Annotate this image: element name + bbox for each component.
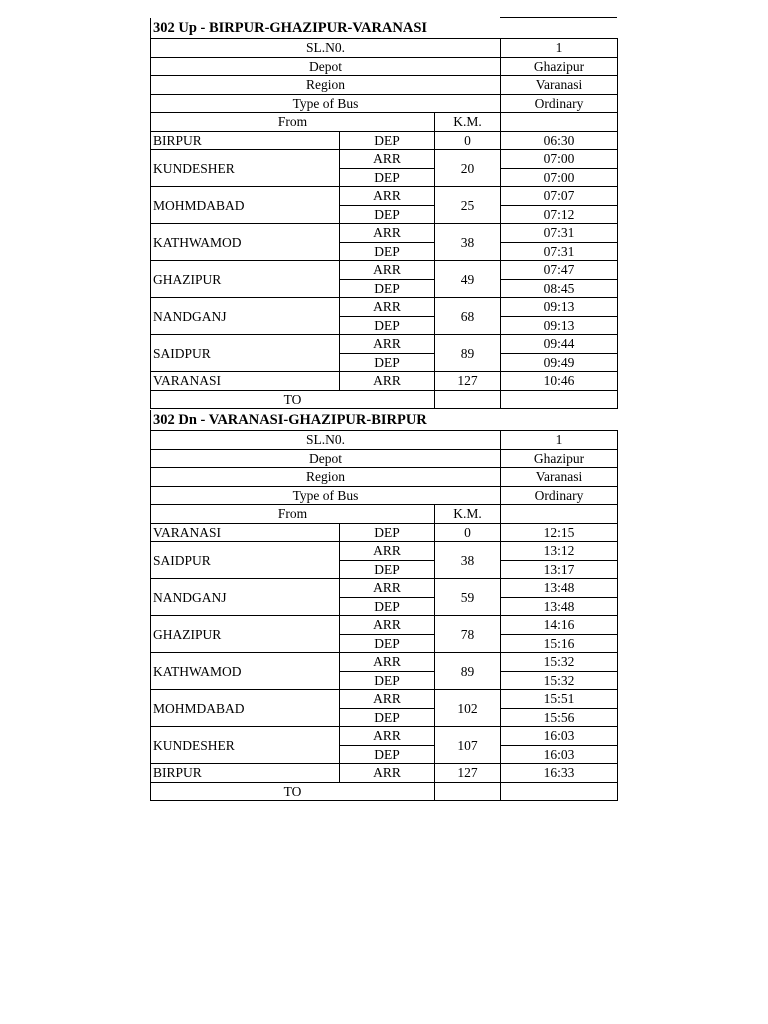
dep-time: 09:13	[501, 316, 618, 335]
meta-label: Depot	[151, 449, 501, 468]
station-name: MOHMDABAD	[151, 187, 340, 224]
dep-time: 15:56	[501, 708, 618, 727]
empty-cell	[435, 782, 501, 801]
arr-label: ARR	[340, 727, 435, 746]
arr-label: ARR	[340, 579, 435, 598]
stop-row	[151, 616, 618, 635]
meta-row	[151, 94, 618, 113]
station-name: KATHWAMOD	[151, 653, 340, 690]
meta-label: Region	[151, 76, 501, 95]
station-name: GHAZIPUR	[151, 616, 340, 653]
stop-rows	[151, 523, 618, 801]
arr-label: ARR	[340, 150, 435, 169]
arr-time: 09:13	[501, 298, 618, 317]
time-value: 16:33	[501, 764, 618, 783]
stop-rows	[151, 131, 618, 409]
dep-label: DEP	[340, 745, 435, 764]
km-value: 107	[435, 727, 501, 764]
km-value: 68	[435, 298, 501, 335]
arr-time: 13:48	[501, 579, 618, 598]
dep-label: DEP	[340, 205, 435, 224]
dep-label: DEP	[340, 353, 435, 372]
meta-label: SL.N0.	[151, 431, 501, 450]
dep-label: DEP	[340, 131, 435, 150]
km-value: 38	[435, 542, 501, 579]
meta-row	[151, 449, 618, 468]
dep-time: 09:49	[501, 353, 618, 372]
meta-value: Ordinary	[501, 94, 618, 113]
km-value: 127	[435, 764, 501, 783]
stop-row	[151, 224, 618, 243]
stop-row	[151, 372, 618, 391]
stop-row	[151, 523, 618, 542]
dep-time: 13:48	[501, 597, 618, 616]
time-value: 06:30	[501, 131, 618, 150]
dep-label: DEP	[340, 242, 435, 261]
meta-row	[151, 486, 618, 505]
meta-value: Varanasi	[501, 76, 618, 95]
arr-time: 15:51	[501, 690, 618, 709]
arr-time: 13:12	[501, 542, 618, 561]
arr-time: 09:44	[501, 335, 618, 354]
meta-value: Varanasi	[501, 468, 618, 487]
station-name: KATHWAMOD	[151, 224, 340, 261]
arr-time: 15:32	[501, 653, 618, 672]
dep-label: DEP	[340, 316, 435, 335]
meta-row	[151, 431, 618, 450]
meta-label: Region	[151, 468, 501, 487]
timetable-up	[150, 18, 617, 409]
arr-time: 07:47	[501, 261, 618, 280]
meta-row	[151, 468, 618, 487]
meta-value: 1	[501, 431, 618, 450]
meta-row	[151, 57, 618, 76]
stop-row	[151, 298, 618, 317]
arr-label: ARR	[340, 616, 435, 635]
to-row	[151, 782, 618, 801]
arr-label: ARR	[340, 653, 435, 672]
meta-label: Type of Bus	[151, 486, 501, 505]
arr-label: ARR	[340, 542, 435, 561]
dep-time: 07:00	[501, 168, 618, 187]
station-name: KUNDESHER	[151, 150, 340, 187]
dep-time: 13:17	[501, 560, 618, 579]
meta-row	[151, 39, 618, 58]
km-value: 78	[435, 616, 501, 653]
dep-label: DEP	[340, 168, 435, 187]
dep-time: 07:31	[501, 242, 618, 261]
dep-time: 07:12	[501, 205, 618, 224]
column-header-row	[151, 505, 618, 524]
empty-cell	[435, 390, 501, 409]
km-value: 38	[435, 224, 501, 261]
meta-label: Depot	[151, 57, 501, 76]
arr-time: 16:03	[501, 727, 618, 746]
dep-label: DEP	[340, 597, 435, 616]
station-name: VARANASI	[151, 372, 340, 391]
arr-time: 07:31	[501, 224, 618, 243]
time-value: 10:46	[501, 372, 618, 391]
dep-time: 08:45	[501, 279, 618, 298]
km-header: K.M.	[435, 113, 501, 132]
km-value: 0	[435, 131, 501, 150]
arr-label: ARR	[340, 224, 435, 243]
stop-row	[151, 653, 618, 672]
meta-row	[151, 76, 618, 95]
km-header: K.M.	[435, 505, 501, 524]
km-value: 102	[435, 690, 501, 727]
station-name: NANDGANJ	[151, 298, 340, 335]
km-value: 59	[435, 579, 501, 616]
stop-row	[151, 261, 618, 280]
empty-cell	[501, 390, 618, 409]
arr-label: ARR	[340, 261, 435, 280]
station-name: VARANASI	[151, 523, 340, 542]
km-value: 49	[435, 261, 501, 298]
arr-time: 14:16	[501, 616, 618, 635]
station-name: NANDGANJ	[151, 579, 340, 616]
dep-time: 15:16	[501, 634, 618, 653]
from-header: From	[151, 505, 435, 524]
time-header	[501, 113, 618, 132]
stop-row	[151, 579, 618, 598]
stop-row	[151, 187, 618, 206]
dep-label: DEP	[340, 634, 435, 653]
km-value: 89	[435, 335, 501, 372]
from-header: From	[151, 113, 435, 132]
meta-value: 1	[501, 39, 618, 58]
arr-label: ARR	[340, 690, 435, 709]
route-title: 302 Dn - VARANASI-GHAZIPUR-BIRPUR	[150, 410, 617, 430]
time-header	[501, 505, 618, 524]
arr-time: 07:07	[501, 187, 618, 206]
arr-time: 07:00	[501, 150, 618, 169]
meta-value: Ghazipur	[501, 449, 618, 468]
dep-label: DEP	[340, 523, 435, 542]
stop-row	[151, 131, 618, 150]
stop-row	[151, 542, 618, 561]
dep-label: DEP	[340, 279, 435, 298]
dep-label: DEP	[340, 560, 435, 579]
stop-row	[151, 764, 618, 783]
time-value: 12:15	[501, 523, 618, 542]
meta-value: Ordinary	[501, 486, 618, 505]
km-value: 89	[435, 653, 501, 690]
arr-label: ARR	[340, 335, 435, 354]
timetable	[150, 430, 618, 801]
meta-value: Ghazipur	[501, 57, 618, 76]
arr-label: ARR	[340, 298, 435, 317]
station-name: KUNDESHER	[151, 727, 340, 764]
meta-rows	[151, 39, 618, 132]
to-row	[151, 390, 618, 409]
column-header-row	[151, 113, 618, 132]
station-name: SAIDPUR	[151, 335, 340, 372]
stop-row	[151, 690, 618, 709]
dep-label: DEP	[340, 708, 435, 727]
station-name: MOHMDABAD	[151, 690, 340, 727]
km-value: 20	[435, 150, 501, 187]
arr-label: ARR	[340, 372, 435, 391]
station-name: GHAZIPUR	[151, 261, 340, 298]
dep-time: 15:32	[501, 671, 618, 690]
stop-row	[151, 150, 618, 169]
meta-rows	[151, 431, 618, 524]
timetable-down	[150, 410, 617, 801]
station-name: BIRPUR	[151, 764, 340, 783]
arr-label: ARR	[340, 764, 435, 783]
stop-row	[151, 727, 618, 746]
stop-row	[151, 335, 618, 354]
meta-label: Type of Bus	[151, 94, 501, 113]
dep-time: 16:03	[501, 745, 618, 764]
to-label: TO	[151, 390, 435, 409]
to-label: TO	[151, 782, 435, 801]
km-value: 127	[435, 372, 501, 391]
km-value: 0	[435, 523, 501, 542]
timetable	[150, 38, 618, 409]
route-title: 302 Up - BIRPUR-GHAZIPUR-VARANASI	[150, 18, 617, 38]
empty-cell	[501, 782, 618, 801]
meta-label: SL.N0.	[151, 39, 501, 58]
km-value: 25	[435, 187, 501, 224]
station-name: SAIDPUR	[151, 542, 340, 579]
arr-label: ARR	[340, 187, 435, 206]
station-name: BIRPUR	[151, 131, 340, 150]
dep-label: DEP	[340, 671, 435, 690]
